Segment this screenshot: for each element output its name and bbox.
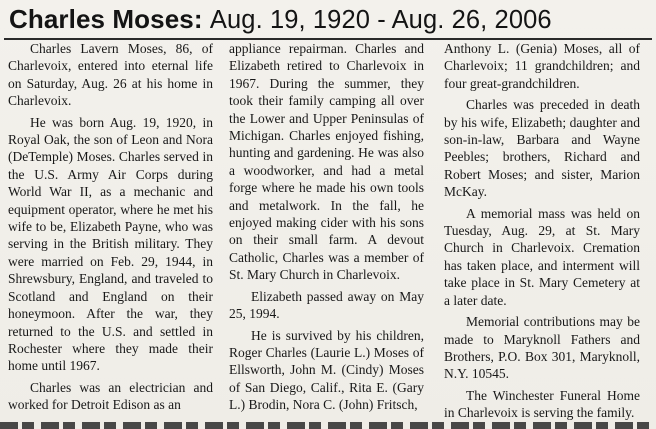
paragraph: Memorial contributions may be made to Maryknoll Fathers and Brothers, P.O. Box 301, Maryknoll, N.Y. 10545. xyxy=(444,314,640,382)
column-3 xyxy=(444,40,640,422)
paragraph: Charles Lavern Moses, 86, of Charlevoix, entered into eternal life on Saturday, Aug. 26 at his home in Charlevoix. xyxy=(8,41,213,109)
headline-dates: Aug. 19, 1920 - Aug. 26, 2006 xyxy=(209,6,552,34)
paragraph: Anthony L. (Genia) Moses, all of Charlevoix; 11 grandchildren; and four great-grandchildren. xyxy=(444,41,640,91)
headline xyxy=(9,2,552,38)
paragraph: Elizabeth passed away on May 25, 1994. xyxy=(229,288,424,322)
paragraph: Charles was an electrician and worked for Detroit Edison as an xyxy=(8,379,213,413)
headline-name: Charles Moses: xyxy=(9,4,203,34)
column-1 xyxy=(8,40,213,422)
paragraph: appliance repairman. Charles and Elizabeth retired to Charlevoix in 1967. During the summer, they took their family camping all over the Lower and Upper Peninsulas of Michigan. Charles enjoyed fishing, hunting and gardening. He was also a woodworker, and had a metal forge where he made his own tools and metalwork. In the fall, he enjoyed making cider with his sons on their small farm. A devout Catholic, Charles was a member of St. Mary Church in Charlevoix. xyxy=(229,41,424,283)
paragraph: The Winchester Funeral Home in Charlevoix is serving the family. xyxy=(444,387,640,421)
paragraph: Charles was preceded in death by his wife, Elizabeth; daughter and son-in-law, Barbara and Wayne Peebles; brothers, Richard and Robert Moses; and sister, Marion McKay. xyxy=(444,97,640,200)
paragraph: He was born Aug. 19, 1920, in Royal Oak, the son of Leon and Nora (DeTemple) Moses. Charles served in the U.S. Army Air Corps during World War II, as a mechanic and equipment operator, where he met his wife to be, Elizabeth Payne, who was serving in the British military. They were married on Feb. 29, 1944, in Shrewsbury, England, and traveled to Scotland and England on their honeymoon. After the war, they returned to the U.S. and settled in Rochester where they made their home until 1967. xyxy=(8,114,213,374)
paragraph: He is survived by his children, Roger Charles (Laurie L.) Moses of Ellsworth, John M. (Cindy) Moses of San Diego, Calif., Rita E. (Gary L.) Brodin, Nora C. (John) Fritsch, xyxy=(229,327,424,413)
next-article-cutoff xyxy=(0,422,656,429)
paragraph: A memorial mass was held on Tuesday, Aug. 29, at St. Mary Church in Charlevoix. Cremation has taken place, and interment will take place in St. Mary Cemetery at a later date. xyxy=(444,205,640,308)
column-2 xyxy=(229,40,424,422)
